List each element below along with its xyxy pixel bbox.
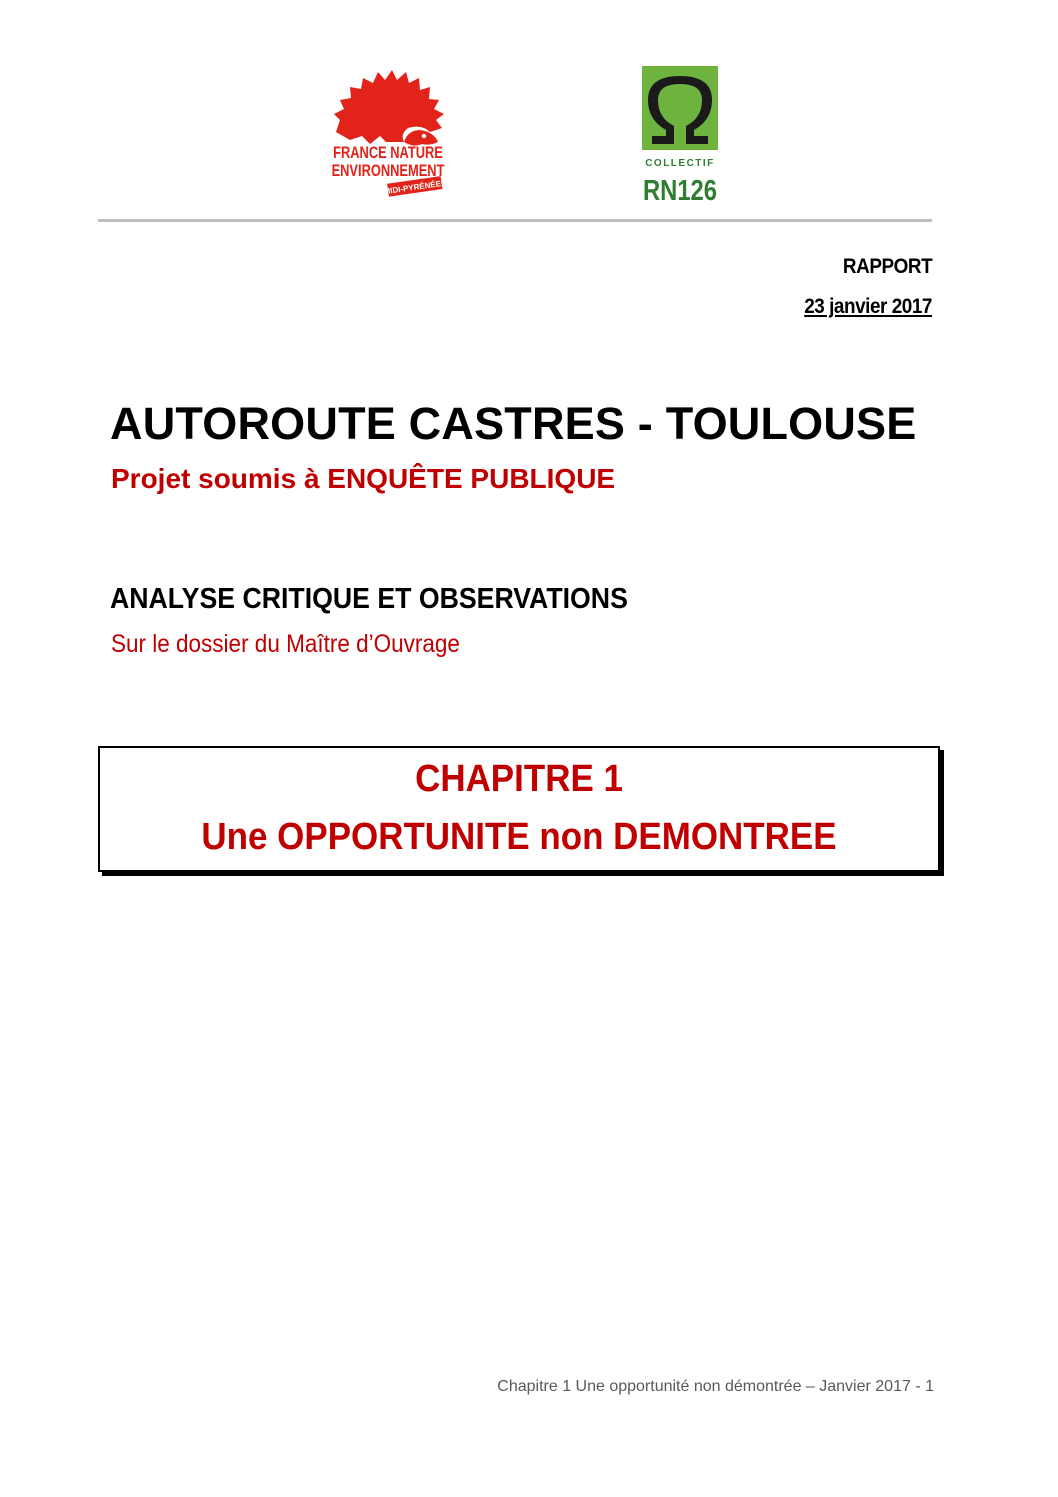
- fne-logo-line3: MIDI-PYRÉNÉES: [383, 178, 447, 197]
- collectif-rn126-logo: [640, 64, 720, 206]
- chapter-number: CHAPITRE 1: [415, 758, 623, 800]
- document-type: RAPPORT: [842, 255, 932, 278]
- fne-logo-line2: ENVIRONNEMENT: [331, 162, 445, 181]
- rn126-label: RN126: [643, 173, 717, 206]
- collectif-label: COLLECTIF: [645, 158, 715, 169]
- chapter-box: [98, 746, 940, 872]
- section-subtitle: Sur le dossier du Maître d’Ouvrage: [111, 630, 460, 658]
- page-subtitle: Projet soumis à ENQUÊTE PUBLIQUE: [111, 463, 616, 494]
- page-footer: Chapitre 1 Une opportunité non démontrée – Janvier 2017 - 1: [497, 1378, 934, 1395]
- chapter-title: Une OPPORTUNITE non DEMONTREE: [201, 816, 837, 858]
- fne-logo: [326, 62, 452, 200]
- fne-logo-line1: FRANCE NATURE: [333, 144, 443, 163]
- document-date: 23 janvier 2017: [804, 295, 932, 318]
- section-title: ANALYSE CRITIQUE ET OBSERVATIONS: [110, 583, 628, 615]
- header-divider: [98, 219, 932, 222]
- page-title: AUTOROUTE CASTRES - TOULOUSE: [110, 398, 917, 449]
